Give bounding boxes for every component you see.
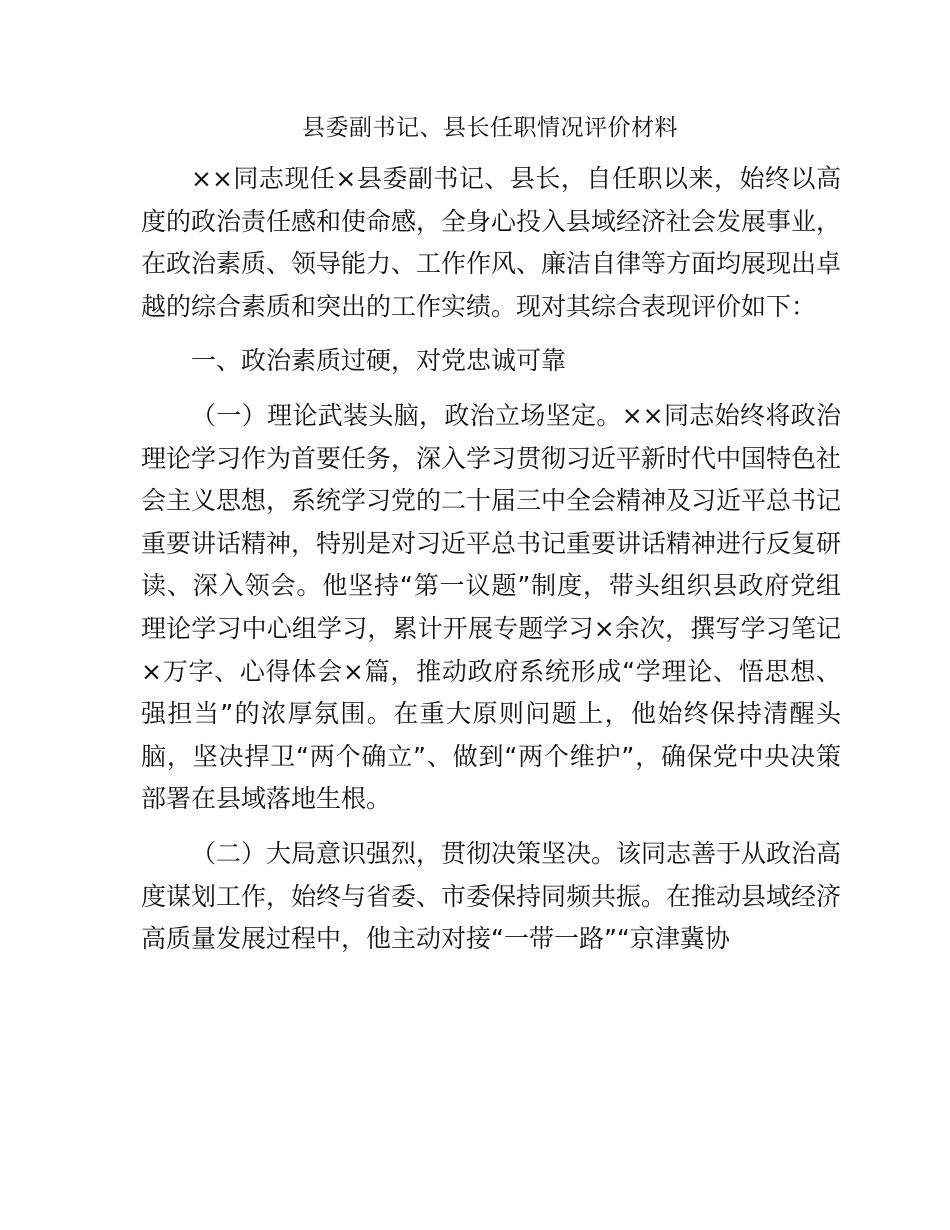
section-heading: 一、政治素质过硬，对党忠诚可靠: [191, 346, 567, 376]
body-paragraph: （一）理论武装头脑，政治立场坚定。××同志始终将政治理论学习作为首要任务，深入学习贯彻习近平新时代中国特色社会主义思想，系统学习党的二十届三中全会精神及习近平总书记重要讲话精神，特别是对习近平总书记重要讲话精神进行反复研读、深入领会。他坚持“第一议题”制度，带头组织县政府党组理论学习中心组学习，累计开展专题学习×余次，撰写学习笔记×万字、心得体会×篇，推动政府系统形成“学理论、悟思想、强担当”的浓厚氛围。在重大原则问题上，他始终保持清醒头脑，坚决捍卫“两个确立”、做到“两个维护”，确保党中央决策部署在县域落地生根。: [141, 400, 842, 814]
document-body: [141, 158, 841, 961]
body-paragraph: （二）大局意识强烈，贯彻决策坚决。该同志善于从政治高度谋划工作，始终与省委、市委保持同频共振。在推动县域经济高质量发展过程中，他主动对接“一带一路”“京津冀协: [141, 838, 842, 954]
document-title: 县委副书记、县长任职情况评价材料: [302, 115, 678, 141]
intro-paragraph: ××同志现任×县委副书记、县长，自任职以来，始终以高度的政治责任感和使命感，全身心投入县域经济社会发展事业，在政治素质、领导能力、工作作风、廉洁自律等方面均展现出卓越的综合素质和突出的工作实绩。现对其综合表现评价如下：: [141, 164, 842, 321]
